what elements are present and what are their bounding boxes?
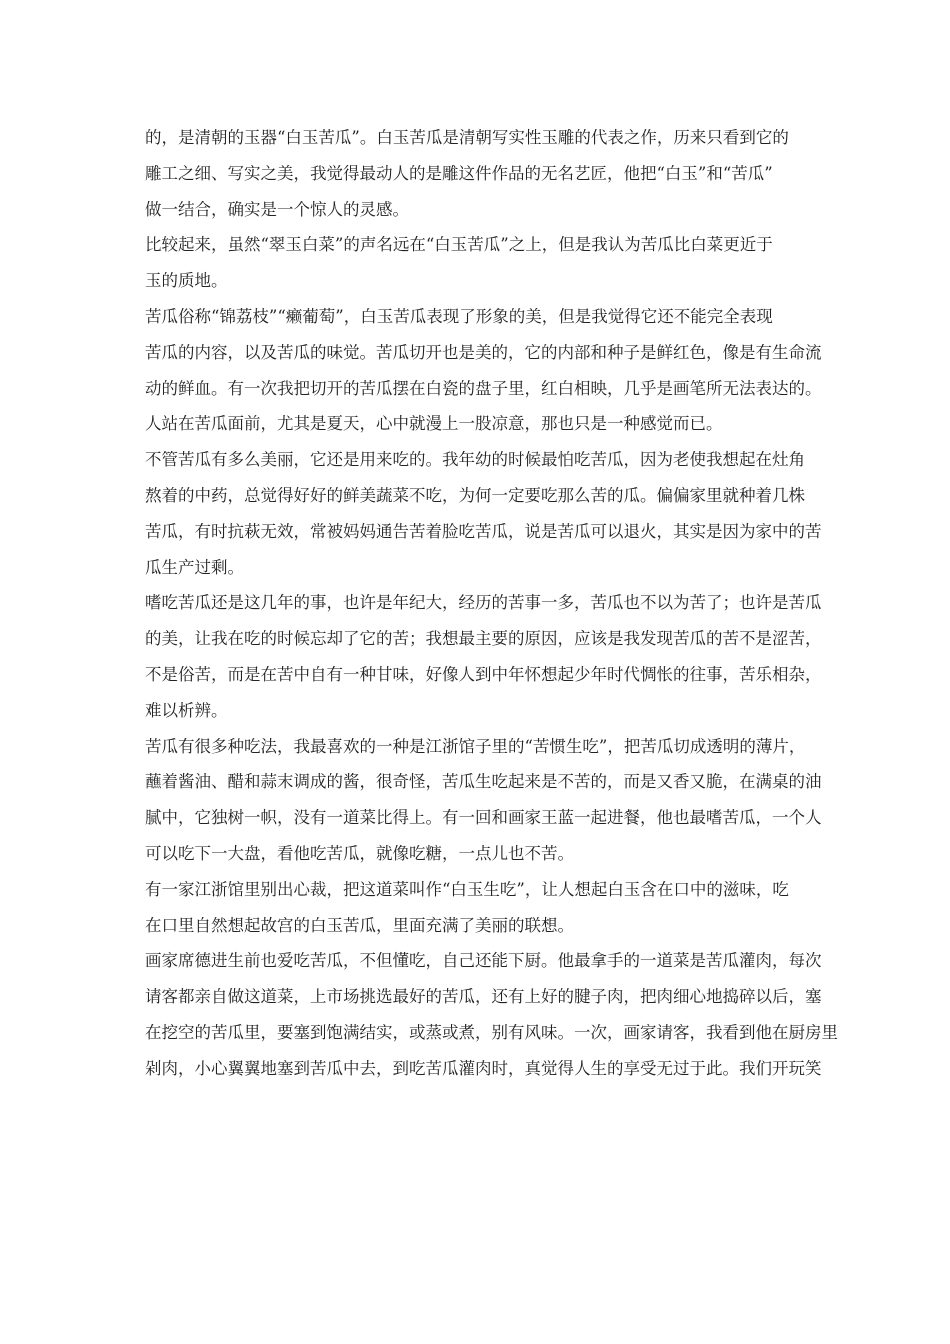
- text-line: 苦瓜有很多种吃法，我最喜欢的一种是江浙馆子里的“苦惯生吃”，把苦瓜切成透明的薄片，: [145, 736, 806, 756]
- text-line: 腻中，它独树一帜，没有一道菜比得上。有一回和画家王蓝一起进餐，他也最嗜苦瓜，一个人: [145, 808, 822, 828]
- paragraph: [145, 585, 825, 728]
- text-line: 难以析辨。: [145, 700, 228, 720]
- text-line: 玉的质地。: [145, 271, 228, 291]
- text-line: 比较起来，虽然“翠玉白菜”的声名远在“白玉苦瓜”之上，但是我认为苦瓜比白菜更近于: [145, 235, 773, 255]
- text-line: 不是俗苦，而是在苦中自有一种甘味，好像人到中年怀想起少年时代惆怅的往事，苦乐相杂，: [145, 664, 822, 684]
- paragraph: [145, 943, 838, 1086]
- text-line: 可以吃下一大盘，看他吃苦瓜，就像吃糖，一点儿也不苦。: [145, 843, 574, 863]
- paragraph: [145, 872, 825, 944]
- text-line: 动的鲜血。有一次我把切开的苦瓜摆在白瓷的盘子里，红白相映，几乎是画笔所无法表达的。: [145, 378, 822, 398]
- text-line: 雕工之细、写实之美，我觉得最动人的是雕这件作品的无名艺匠，他把“白玉”和“苦瓜”: [145, 163, 773, 183]
- text-line: 有一家江浙馆里别出心裁，把这道菜叫作“白玉生吃”，让人想起白玉含在口中的滋味，吃: [145, 879, 789, 899]
- text-line: 苦瓜的内容，以及苦瓜的味觉。苦瓜切开也是美的，它的内部和种子是鲜红色，像是有生命流: [145, 342, 822, 362]
- text-line: 人站在苦瓜面前，尤其是夏天，心中就漫上一股凉意，那也只是一种感觉而已。: [145, 414, 723, 434]
- text-line: 剁肉，小心翼翼地塞到苦瓜中去，到吃苦瓜灌肉时，真觉得人生的享受无过于此。我们开玩笑: [145, 1058, 822, 1078]
- text-line: 在口里自然想起故宫的白玉苦瓜，里面充满了美丽的联想。: [145, 915, 574, 935]
- text-line: 熬着的中药，总觉得好好的鲜美蔬菜不吃，为何一定要吃那么苦的瓜。偏偏家里就种着几株: [145, 485, 805, 505]
- text-line: 不管苦瓜有多么美丽，它还是用来吃的。我年幼的时候最怕吃苦瓜，因为老使我想起在灶角: [145, 450, 805, 470]
- text-line: 在挖空的苦瓜里，要塞到饱满结实，或蒸或煮，别有风味。一次，画家请客，我看到他在厨房里: [145, 1022, 838, 1042]
- text-line: 的，是清朝的玉器“白玉苦瓜”。白玉苦瓜是清朝写实性玉雕的代表之作，历来只看到它的: [145, 128, 789, 147]
- text-line: 请客都亲自做这道菜，上市场挑选最好的苦瓜，还有上好的腱子肉，把肉细心地捣碎以后，塞: [145, 987, 822, 1007]
- text-line: 嗜吃苦瓜还是这几年的事，也许是年纪大，经历的苦事一多，苦瓜也不以为苦了；也许是苦瓜: [145, 593, 822, 613]
- text-line: 苦瓜俗称“锦荔枝”“癞葡萄”，白玉苦瓜表现了形象的美，但是我觉得它还不能完全表现: [145, 306, 773, 326]
- paragraph: [145, 729, 825, 872]
- paragraph: [145, 227, 825, 299]
- text-line: 做一结合，确实是一个惊人的灵感。: [145, 199, 409, 219]
- paragraph: [145, 120, 825, 227]
- text-line: 蘸着酱油、醋和蒜末调成的酱，很奇怪，苦瓜生吃起来是不苦的，而是又香又脆，在满桌的油: [145, 772, 822, 792]
- text-line: 瓜生产过剩。: [145, 557, 244, 577]
- text-line: 苦瓜，有时抗萩无效，常被妈妈通告苦着脸吃苦瓜，说是苦瓜可以退火，其实是因为家中的苦: [145, 521, 822, 541]
- text-line: 的美，让我在吃的时候忘却了它的苦；我想最主要的原因，应该是我发现苦瓜的苦不是涩苦，: [145, 629, 822, 649]
- text-line: 画家席德进生前也爱吃苦瓜，不但懂吃，自己还能下厨。他最拿手的一道菜是苦瓜灌肉，每次: [145, 951, 822, 971]
- paragraph: [145, 299, 825, 442]
- paragraph: [145, 442, 825, 585]
- article-body: [145, 120, 838, 1087]
